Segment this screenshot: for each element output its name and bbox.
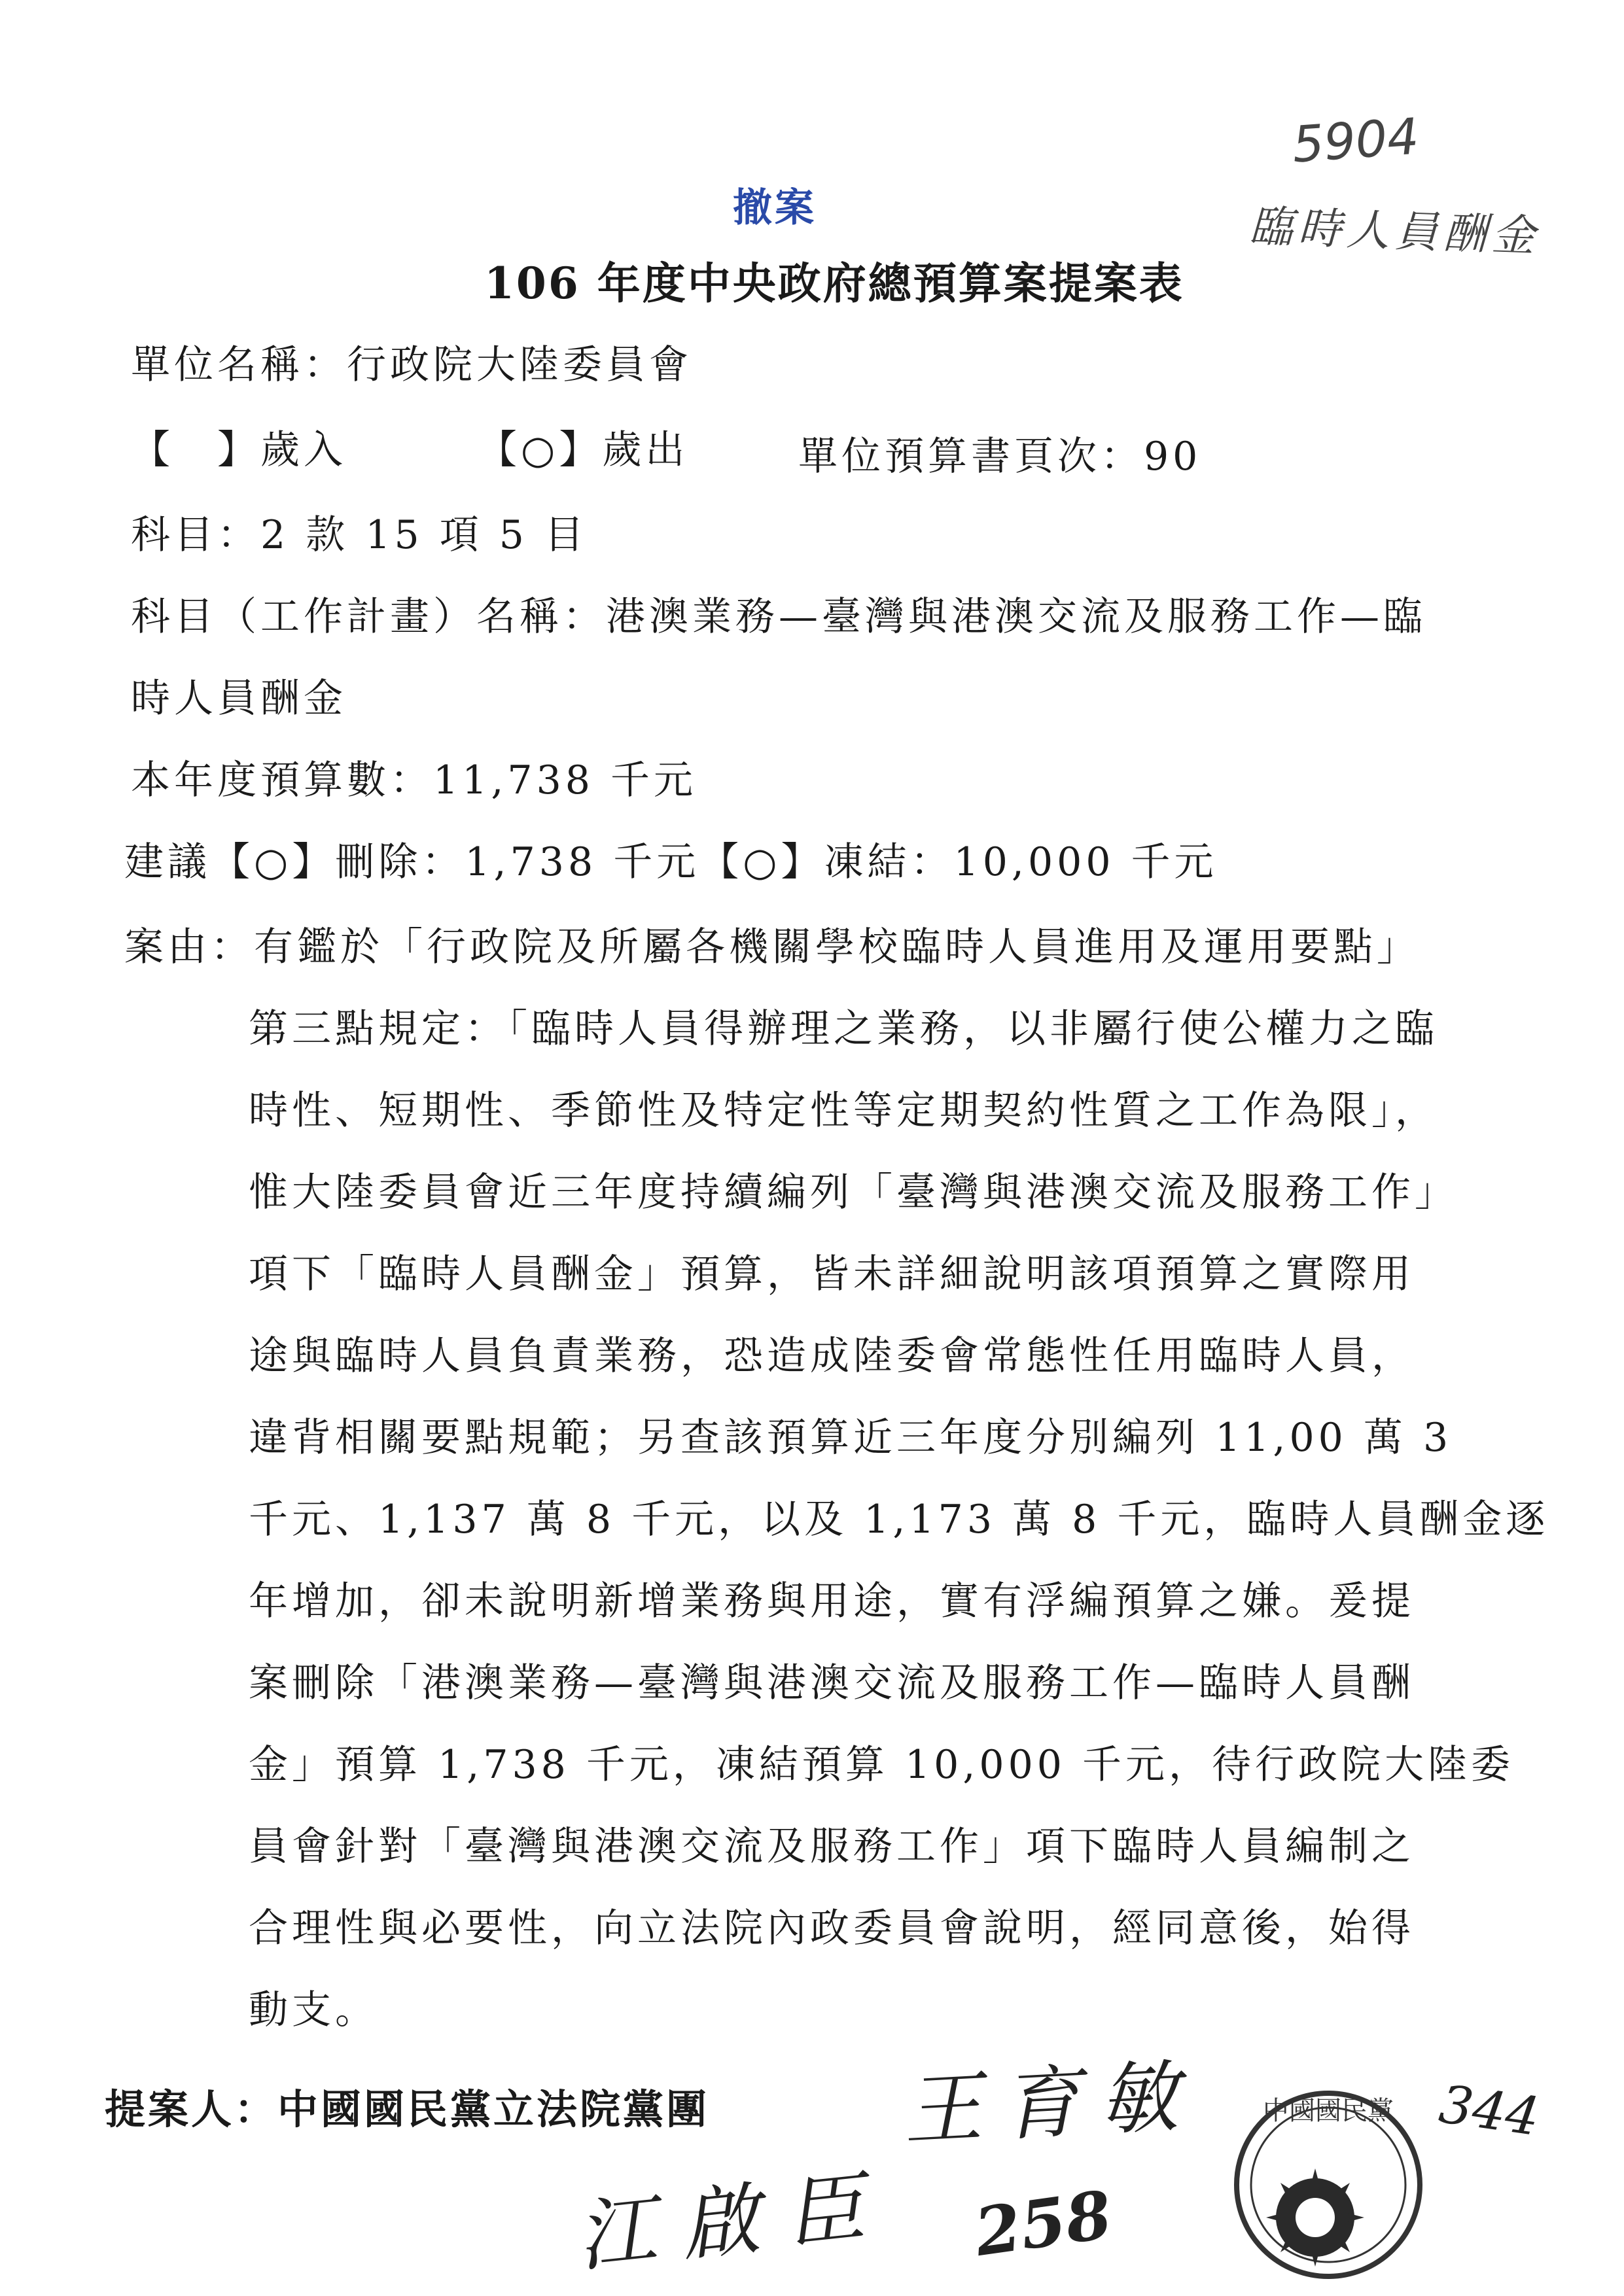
unit-name: 單位名稱：行政院大陸委員會 xyxy=(131,342,692,388)
suggestion: 建議【○】刪除：1,738 千元【○】凍結：10,000 千元 xyxy=(124,839,1218,885)
reason-line: 案由：有鑑於「行政院及所屬各機關學校臨時人員進用及運用要點」 xyxy=(124,924,1420,970)
reason-line: 第三點規定：「臨時人員得辦理之業務，以非屬行使公權力之臨 xyxy=(249,1006,1438,1052)
reason-line: 途與臨時人員負責業務，恐造成陸委會常態性任用臨時人員， xyxy=(249,1333,1415,1379)
reason-line: 惟大陸委員會近三年度持續編列「臺灣與港澳交流及服務工作」 xyxy=(249,1170,1458,1215)
reason-line: 違背相關要點規範；另查該預算近三年度分別編列 11,00 萬 3 xyxy=(249,1415,1453,1461)
signature-number-2: 344 xyxy=(1436,2073,1544,2148)
reason-line: 案刪除「港澳業務—臺灣與港澳交流及服務工作—臨時人員酬 xyxy=(249,1660,1415,1706)
subject-name-line-2: 時人員酬金 xyxy=(131,676,347,722)
signature-name-2: 江啟臣 xyxy=(573,2160,895,2284)
reason-line: 項下「臨時人員酬金」預算，皆未詳細說明該項預算之實際用 xyxy=(249,1251,1415,1297)
revenue-checkbox-label: 【 】歲入 xyxy=(131,427,347,473)
reason-line: 動支。 xyxy=(249,1987,378,2033)
reason-line: 時性、短期性、季節性及特定性等定期契約性質之工作為限」， xyxy=(249,1088,1438,1134)
signature-number: 258 xyxy=(970,2176,1116,2271)
reason-line: 員會針對「臺灣與港澳交流及服務工作」項下臨時人員編制之 xyxy=(249,1824,1415,1870)
reason-line: 金」預算 1,738 千元，凍結預算 10,000 千元，待行政院大陸委 xyxy=(249,1742,1514,1788)
subject-name-line-1: 科目（工作計畫）名稱：港澳業務—臺灣與港澳交流及服務工作—臨 xyxy=(131,594,1426,640)
reason-line: 合理性與必要性，向立法院內政委員會說明，經同意後，始得 xyxy=(249,1905,1415,1951)
handwritten-note: 臨時人員酬金 xyxy=(1248,201,1541,262)
form-title: 106 年度中央政府總預算案提案表 xyxy=(484,258,1184,309)
withdrawn-mark: 撤案 xyxy=(733,185,817,231)
subject: 科目：2 款 15 項 5 目 xyxy=(131,512,588,558)
expenditure-checkbox-label: 【○】歲出 xyxy=(478,427,689,473)
reason-line: 年增加，卻未說明新增業務與用途，實有浮編預算之嫌。爰提 xyxy=(249,1578,1415,1624)
handwritten-code: 5904 xyxy=(1290,107,1421,174)
party-seal-icon xyxy=(1217,2061,1439,2283)
reason-line: 千元、1,137 萬 8 千元，以及 1,173 萬 8 千元，臨時人員酬金逐 xyxy=(249,1497,1549,1542)
proposer: 提案人：中國國民黨立法院黨團 xyxy=(105,2085,710,2133)
budget-amount: 本年度預算數：11,738 千元 xyxy=(131,757,697,803)
budget-page-ref: 單位預算書頁次：90 xyxy=(798,434,1202,479)
signature-name-1: 王育敏 xyxy=(901,2051,1200,2157)
stamp-text: 中國國民黨 xyxy=(1263,2096,1394,2126)
